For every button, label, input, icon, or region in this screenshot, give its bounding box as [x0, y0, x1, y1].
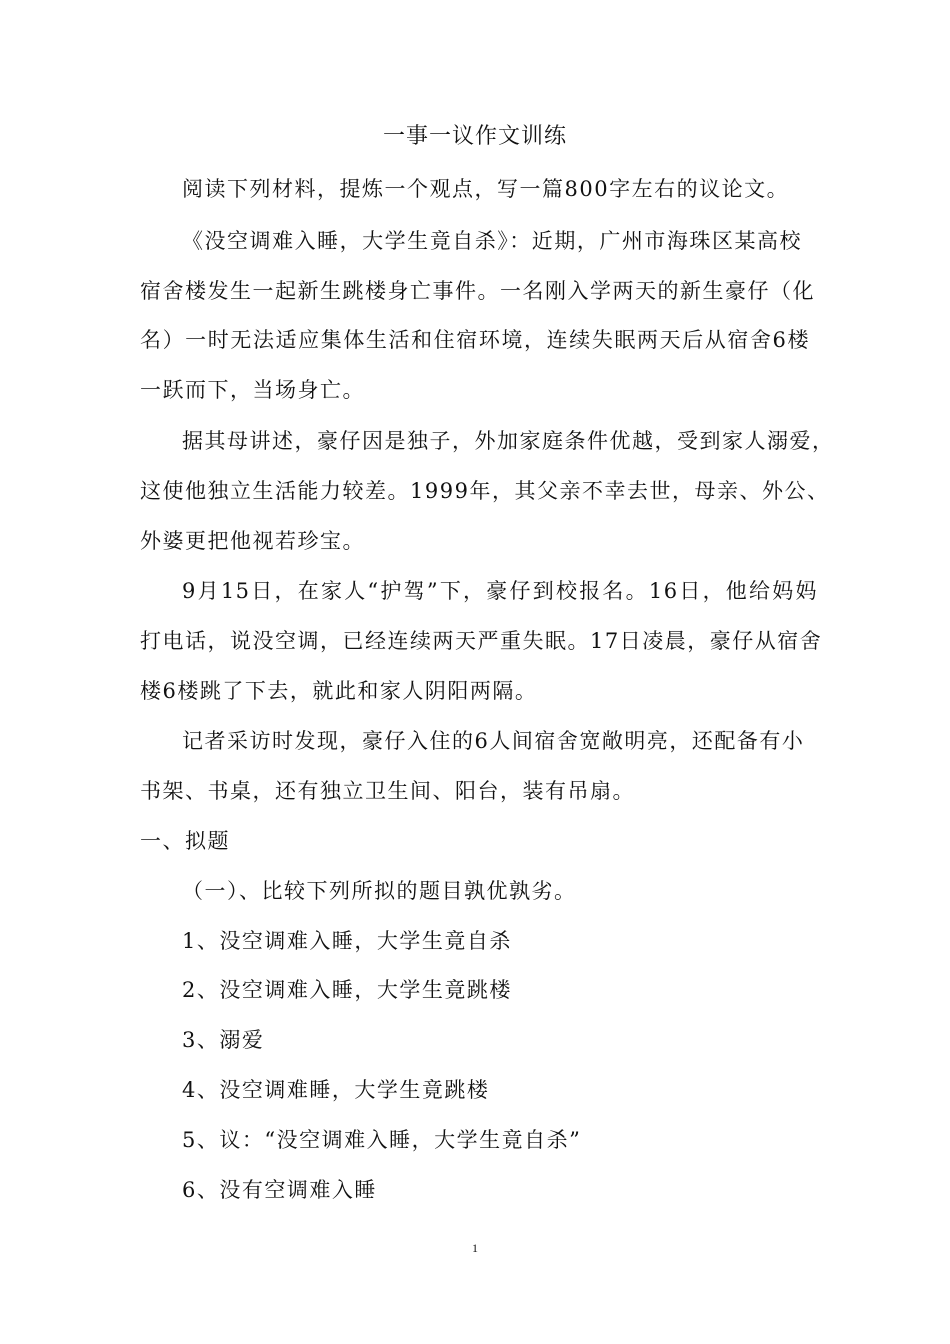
list-item: 2、没空调难入睡，大学生竟跳楼 — [182, 978, 512, 1002]
subsection-heading: （一）、比较下列所拟的题目孰优孰劣。 — [182, 879, 577, 903]
document-title: 一事一议作文训练 — [382, 124, 567, 149]
list-item: 1、没空调难入睡，大学生竟自杀 — [182, 929, 512, 953]
section-heading: 一、拟题 — [140, 829, 230, 853]
list-item: 3、溺爱 — [182, 1028, 265, 1052]
page-number: 1 — [472, 1241, 478, 1255]
paragraph-line: 外婆更把他视若珍宝。 — [140, 529, 365, 553]
paragraph-line: 9月15日，在家人“护驾”下，豪仔到校报名。16日，他给妈妈 — [182, 579, 818, 603]
paragraph-line: 名）一时无法适应集体生活和住宿环境，连续失眠两天后从宿舍6楼 — [140, 328, 810, 352]
paragraph-line: 据其母讲述，豪仔因是独子，外加家庭条件优越，受到家人溺爱， — [182, 429, 835, 453]
paragraph-line: 记者采访时发现，豪仔入住的6人间宿舍宽敞明亮，还配备有小 — [182, 729, 805, 753]
paragraph-line: 宿舍楼发生一起新生跳楼身亡事件。一名刚入学两天的新生豪仔（化 — [140, 279, 815, 303]
paragraph-line: 这使他独立生活能力较差。1999年，其父亲不幸去世，母亲、外公、 — [140, 479, 830, 503]
paragraph-line: 楼6楼跳了下去，就此和家人阴阳两隔。 — [140, 679, 538, 703]
list-item: 5、议：“没空调难入睡，大学生竟自杀” — [182, 1128, 582, 1152]
paragraph-line: 一跃而下，当场身亡。 — [140, 378, 365, 402]
list-item: 4、没空调难睡，大学生竟跳楼 — [182, 1078, 490, 1102]
paragraph-line: 《没空调难入睡，大学生竟自杀》：近期，广州市海珠区某高校 — [182, 229, 802, 253]
paragraph-line: 打电话，说没空调，已经连续两天严重失眠。17日凌晨，豪仔从宿舍 — [140, 629, 823, 653]
list-item: 6、没有空调难入睡 — [182, 1178, 377, 1202]
paragraph-line: 书架、书桌，还有独立卫生间、阳台，装有吊扇。 — [140, 779, 635, 803]
paragraph-line: 阅读下列材料，提炼一个观点，写一篇800字左右的议论文。 — [182, 177, 790, 201]
